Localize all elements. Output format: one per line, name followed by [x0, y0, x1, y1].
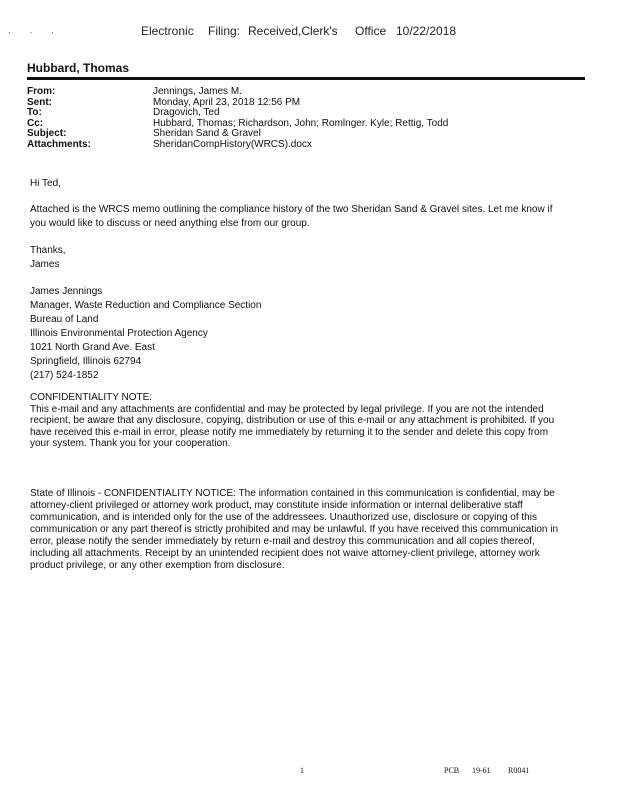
confidentiality-line: your system. Thank you for your cooperation. [30, 438, 231, 449]
stamp-filing: Filing: [208, 24, 241, 38]
signature-line: James Jennings [30, 286, 103, 297]
confidentiality-line: have received this e-mail in error, please notify me immediately by returning it to the sender and delete this copy from [30, 426, 549, 438]
attachment-link[interactable]: SheridanCompHistory(WRCS).docx [153, 138, 312, 150]
signature-line: Illinois Environmental Protection Agency [30, 328, 208, 339]
notice-line: product privilege, or any other exemption from disclosure. [30, 560, 285, 571]
body-line: Attached is the WRCS memo outlining the compliance history of the two Sheridan Sand & Gravel sites. Let me know if [30, 204, 553, 215]
subject-label: Subject: [27, 128, 67, 139]
sign-off [30, 244, 570, 272]
cc-label: Cc: [27, 117, 44, 129]
signature-line: 1021 North Grand Ave. East [30, 342, 155, 353]
notice-line: communication, and is intended only for the use of the addressees. Unauthorized use, disclosure or copying of this [30, 512, 537, 523]
sender-first-name: James [30, 259, 60, 270]
signature-block [30, 285, 570, 383]
from-row [27, 87, 448, 98]
notice-line: attorney-client privileged or attorney work product, may constitute inside information or internal deliberative staff [30, 500, 523, 511]
to-label: To: [27, 107, 42, 118]
from-label: From: [27, 86, 56, 97]
subject-value: Sheridan Sand & Gravel [153, 128, 261, 139]
confidentiality-line: This e-mail and any attachments are confidential and may be protected by legal privilege. If you are not the intended [30, 403, 544, 415]
signature-line: (217) 524-1852 [30, 370, 99, 381]
confidentiality-line: recipient, be aware that any disclosure, copying, distribution or use of this e-mail or any attachment is prohibited. If you [30, 415, 555, 426]
stamp-date: 10/22/2018 [396, 24, 457, 38]
signature-line: Bureau of Land [30, 314, 99, 325]
sent-row [27, 98, 448, 109]
email-header [27, 87, 448, 150]
bates-number: R0041 [508, 766, 530, 775]
stamp-office: Office [355, 24, 387, 38]
subject-row [27, 129, 448, 140]
stamp-electronic: Electronic [141, 24, 194, 38]
attachments-row [27, 140, 448, 151]
from-value: Jennings, James M. [153, 86, 242, 97]
scan-speckle: · · · [8, 27, 62, 37]
to-row [27, 108, 448, 119]
signature-line: Manager, Waste Reduction and Compliance Section [30, 300, 262, 311]
pcb-label: PCB [444, 766, 460, 775]
header-divider [27, 77, 585, 80]
sent-value: Monday, April 23, 2018 12:56 PM [153, 96, 301, 108]
confidentiality-title: CONFIDENTIALITY NOTE: [30, 392, 153, 403]
notice-line: including all attachments. Receipt by an unintended recipient does not waive attorney-client privilege, attorney work [30, 548, 540, 559]
notice-line: error, please notify the sender immediately by return e-mail and destroy this communication and all copies thereof, [30, 536, 535, 547]
body-paragraph [30, 203, 570, 231]
signature-line: Springfield, Illinois 62794 [30, 356, 142, 367]
state-confidentiality-notice [30, 488, 560, 572]
notice-line: State of Illinois - CONFIDENTIALITY NOTICE: The information contained in this communication is confidential, may be [30, 488, 555, 499]
cc-value: Hubbard, Thomas; Richardson, John; Romlnger. Kyle; Rettig, Todd [153, 117, 449, 129]
page-number: 1 [300, 766, 304, 775]
attachments-label: Attachments: [27, 138, 91, 150]
body-line: you would like to discuss or need anything else from our group. [30, 218, 310, 229]
to-value: Dragovich, Ted [153, 107, 220, 118]
confidentiality-note [30, 392, 560, 450]
greeting: Hi Ted, [30, 178, 61, 189]
mailbox-owner: Hubbard, Thomas [27, 61, 130, 75]
notice-line: communication or any part thereof is strictly prohibited and may be unlawful. If you have received this communication in [30, 524, 559, 535]
stamp-received: Received,Clerk's [248, 24, 338, 38]
sent-label: Sent: [27, 96, 52, 108]
thanks: Thanks, [30, 245, 66, 256]
case-number: 19-61 [472, 766, 491, 775]
